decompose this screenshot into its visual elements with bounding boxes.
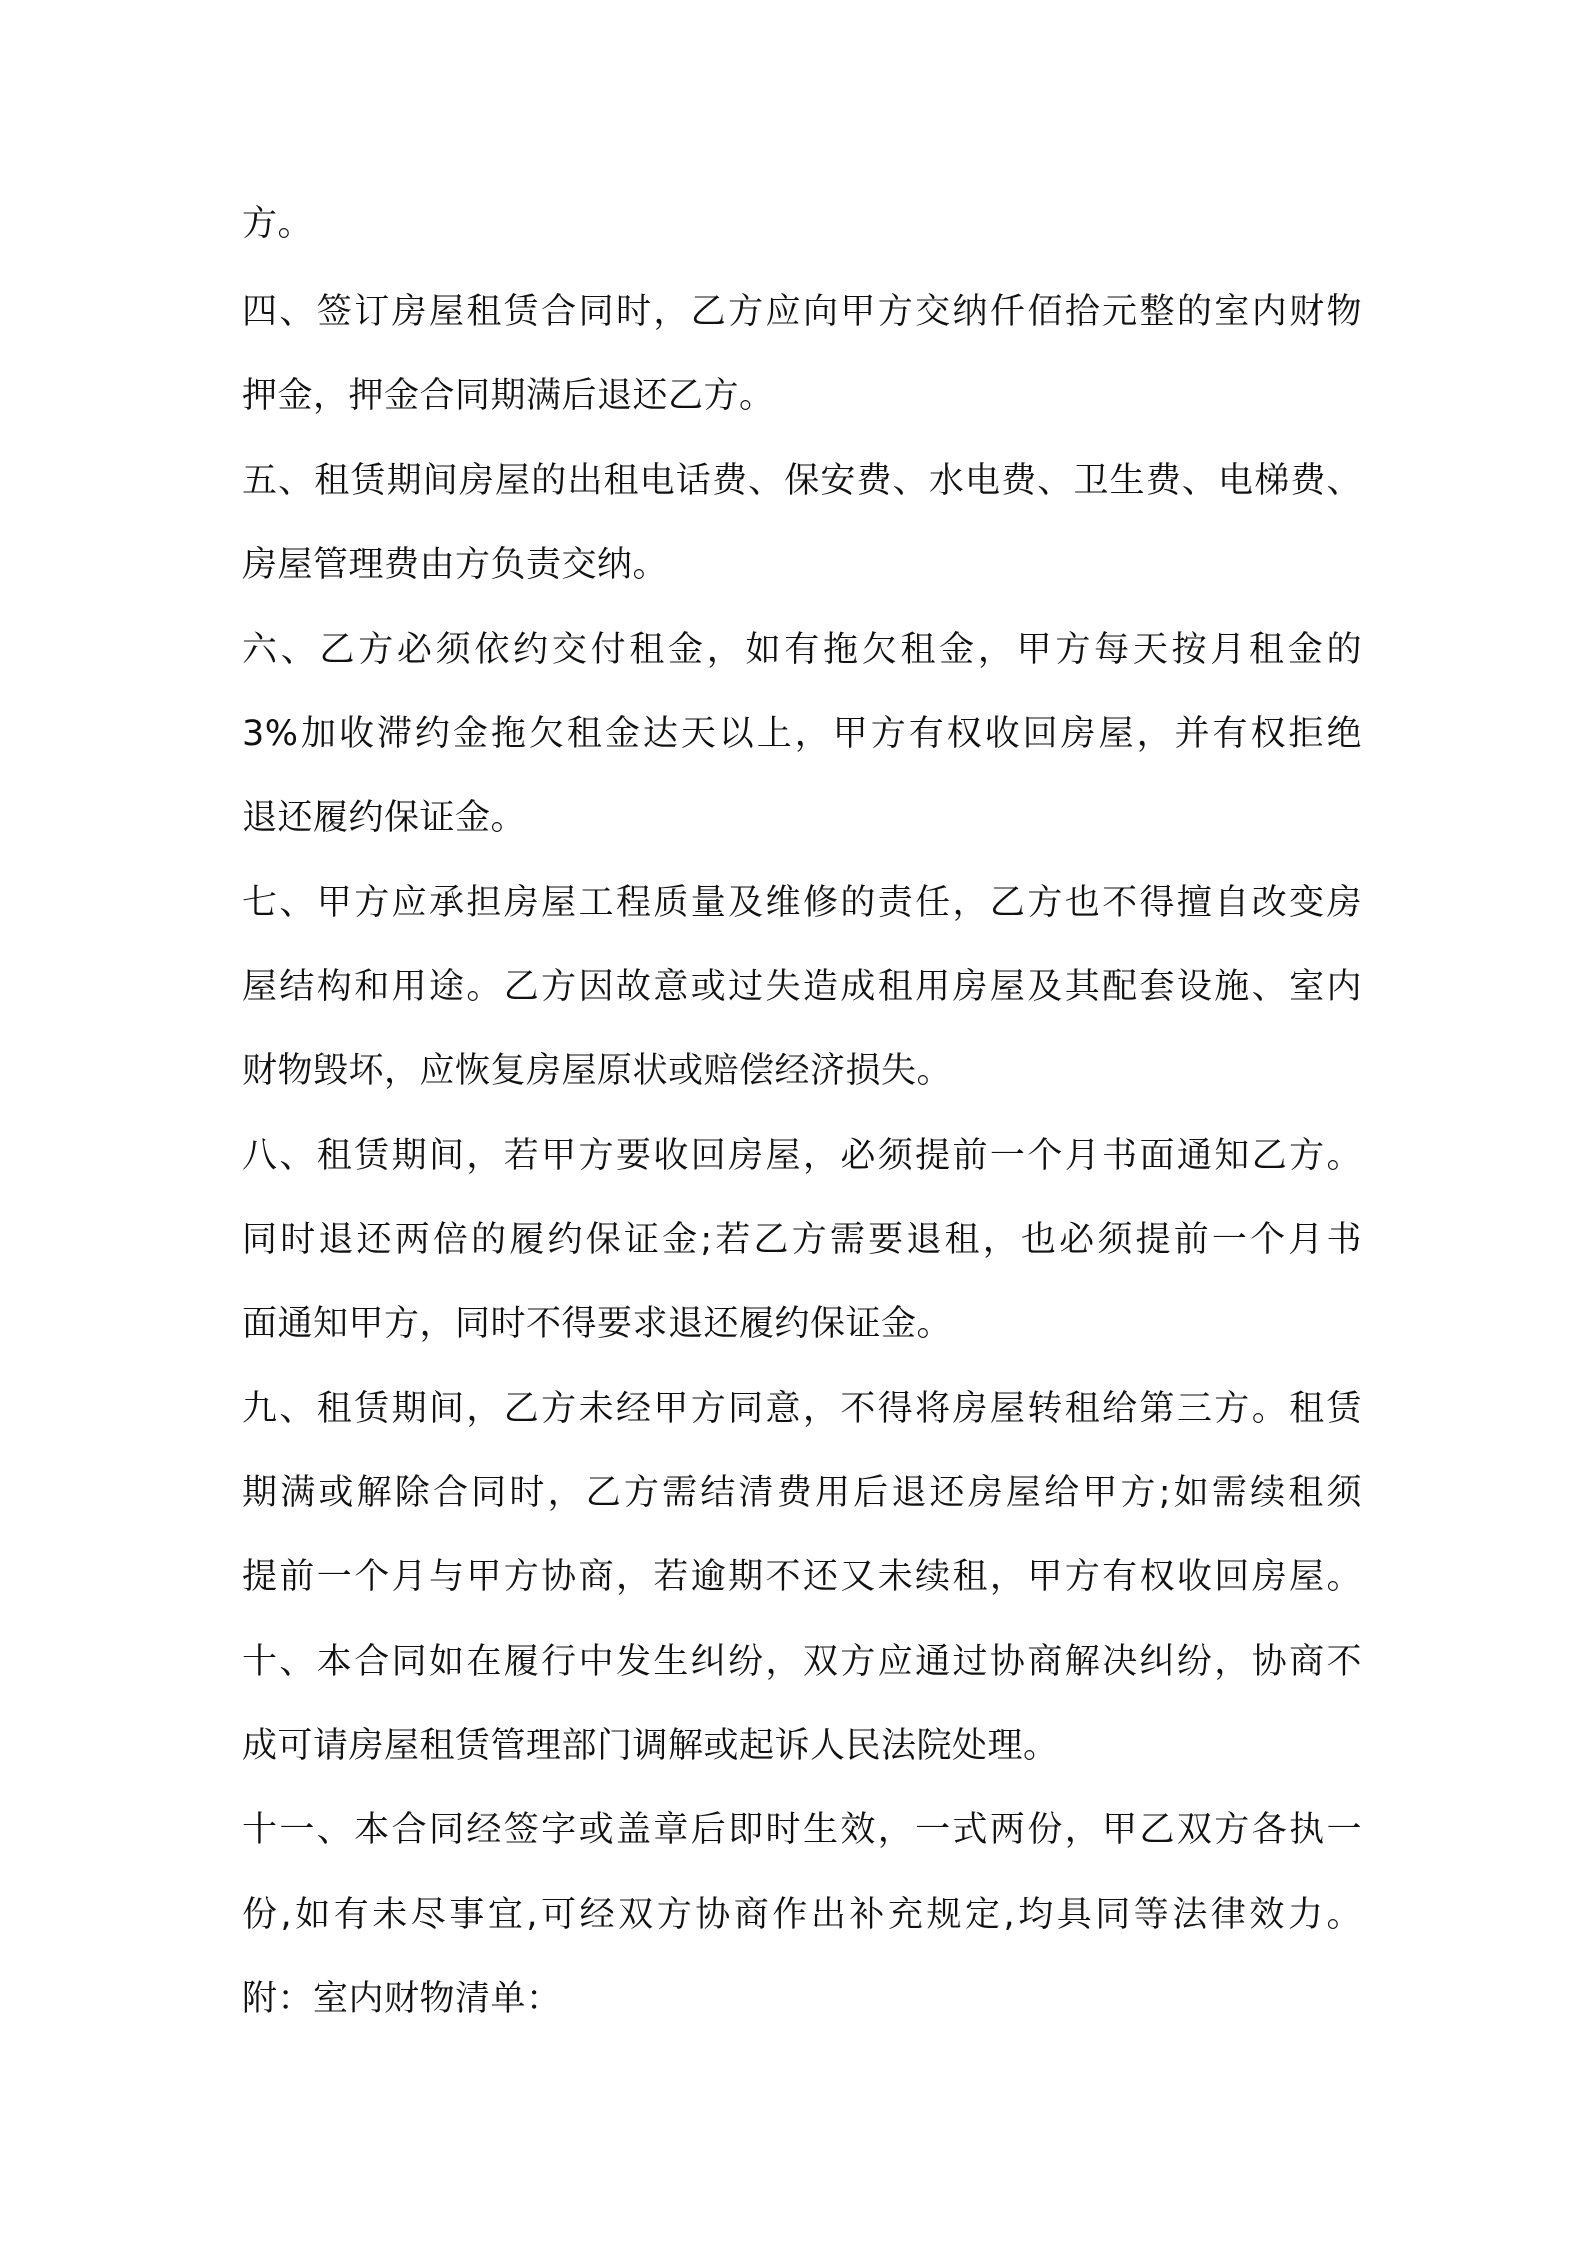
text-line: 八、租赁期间，若甲方要收回房屋，必须提前一个月书面通知乙方。 <box>242 1136 1362 1176</box>
text-line: 十、本合同如在履行中发生纠纷，双方应通过协商解决纠纷，协商不 <box>242 1642 1362 1682</box>
text-line: 押金，押金合同期满后退还乙方。 <box>242 376 775 416</box>
text-line: 方。 <box>242 204 314 244</box>
text-line: 六、乙方必须依约交付租金，如有拖欠租金，甲方每天按月租金的 <box>242 630 1362 670</box>
text-line: 十一、本合同经签字或盖章后即时生效，一式两份，甲乙双方各执一 <box>242 1810 1362 1850</box>
text-line: 退还履约保证金。 <box>242 798 527 838</box>
text-line: 财物毁坏，应恢复房屋原状或赔偿经济损失。 <box>242 1051 953 1091</box>
text-line: 期满或解除合同时，乙方需结清费用后退还房屋给甲方;如需续租须 <box>242 1473 1362 1513</box>
text-line: 附：室内财物清单： <box>242 1979 562 2019</box>
text-line: 同时退还两倍的履约保证金;若乙方需要退租，也必须提前一个月书 <box>242 1220 1362 1260</box>
text-line: 提前一个月与甲方协商，若逾期不还又未续租，甲方有权收回房屋。 <box>242 1557 1362 1597</box>
text-line: 四、签订房屋租赁合同时，乙方应向甲方交纳仟佰拾元整的室内财物 <box>242 292 1362 332</box>
text-line: 九、租赁期间，乙方未经甲方同意，不得将房屋转租给第三方。租赁 <box>242 1389 1362 1429</box>
text-line: 面通知甲方，同时不得要求退还履约保证金。 <box>242 1304 953 1344</box>
text-line: 五、租赁期间房屋的出租电话费、保安费、水电费、卫生费、电梯费、 <box>242 461 1362 501</box>
text-line: 份,如有未尽事宜,可经双方协商作出补充规定,均具同等法律效力。 <box>242 1895 1362 1935</box>
text-line: 成可请房屋租赁管理部门调解或起诉人民法院处理。 <box>242 1726 1059 1766</box>
text-line: 3%加收滞约金拖欠租金达天以上，甲方有权收回房屋，并有权拒绝 <box>242 714 1362 754</box>
text-line: 七、甲方应承担房屋工程质量及维修的责任，乙方也不得擅自改变房 <box>242 883 1362 923</box>
text-line: 屋结构和用途。乙方因故意或过失造成租用房屋及其配套设施、室内 <box>242 967 1362 1007</box>
text-line: 房屋管理费由方负责交纳。 <box>242 545 669 585</box>
